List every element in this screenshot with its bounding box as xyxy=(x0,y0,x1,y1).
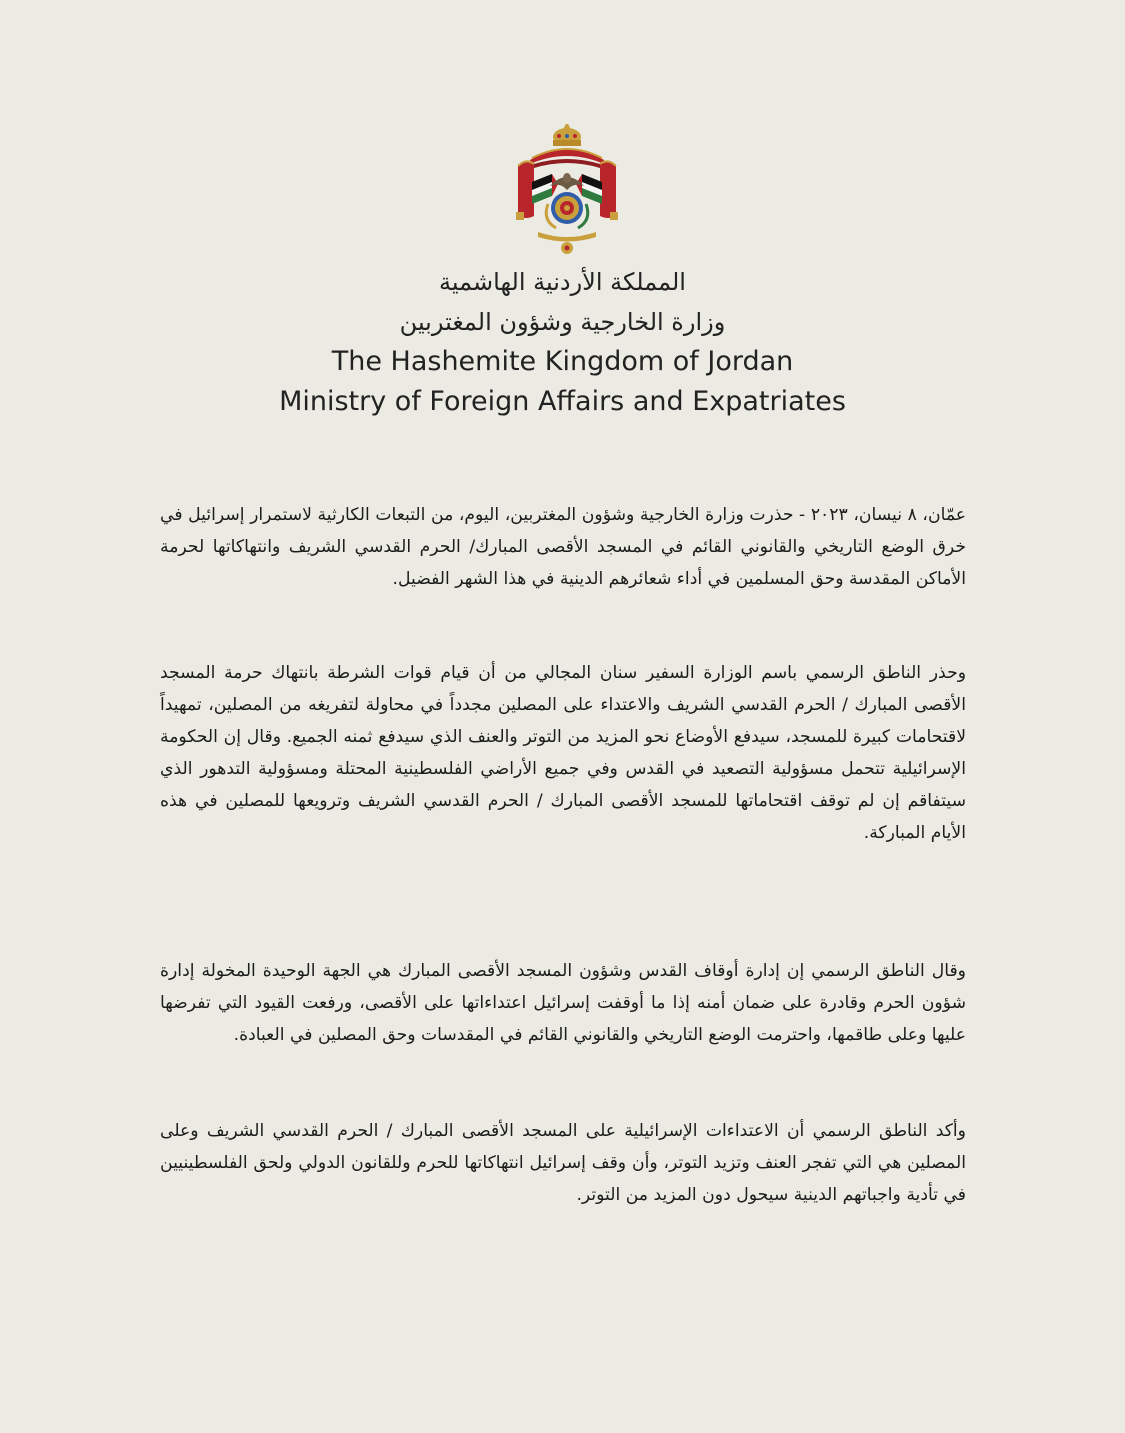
letterhead xyxy=(0,262,1125,422)
jordan-coat-of-arms-icon xyxy=(512,124,622,256)
english-ministry-name: Ministry of Foreign Affairs and Expatriates xyxy=(279,386,846,417)
statement-paragraph-2: وحذر الناطق الرسمي باسم الوزارة السفير سنان المجالي من أن قيام قوات الشرطة بانتهاك حرمة المسجد الأقصى المبارك / الحرم القدسي الشريف والاعتداء على المصلين مجدداً في محاولة لتفريغه من المصلين، تمهيداً لاقتحامات كبيرة للمسجد، سيدفع الأوضاع نحو المزيد من التوتر والعنف الذي سيدفع ثمنه الجميع. وقال إن الحكومة الإسرائيلية تتحمل مسؤولية التصعيد في القدس وفي جميع الأراضي الفلسطينية المحتلة ومسؤولية التدهور الذي سيتفاقم إن لم توقف اقتحاماتها للمسجد الأقصى المبارك / الحرم القدسي الشريف وترويعها للمصلين في هذه الأيام المباركة. xyxy=(160,663,966,843)
arabic-ministry-name: وزارة الخارجية وشؤون المغتربين xyxy=(399,308,726,336)
statement-paragraph-1: عمّان، ٨ نيسان، ٢٠٢٣ - حذرت وزارة الخارجية وشؤون المغتربين، اليوم، من التبعات الكارثية لاستمرار إسرائيل في خرق الوضع التاريخي والقانوني القائم في المسجد الأقصى المبارك/ الحرم القدسي الشريف وانتهاكاتها لحرمة الأماكن المقدسة وحق المسلمين في أداء شعائرهم الدينية في هذا الشهر الفضيل. xyxy=(160,505,967,589)
statement-paragraph-3: وقال الناطق الرسمي إن إدارة أوقاف القدس وشؤون المسجد الأقصى المبارك هي الجهة الوحيدة المخولة إدارة شؤون الحرم وقادرة على ضمان أمنه إذا ما أوقفت إسرائيل اعتداءاتها على الأقصى، ورفعت القيود التي تفرضها عليها وعلى طاقمها، واحترمت الوضع التاريخي والقانوني القائم في المقدسات وحق المصلين في العبادة. xyxy=(160,961,966,1045)
crown-icon xyxy=(553,124,581,146)
statement-paragraph-4: وأكد الناطق الرسمي أن الاعتداءات الإسرائيلية على المسجد الأقصى المبارك / الحرم القدسي الشريف وعلى المصلين هي التي تفجر العنف وتزيد التوتر، وأن وقف إسرائيل انتهاكاتها للحرم وللقانون الدولي ولحق الفلسطينيين في تأدية واجباتهم الدينية سيحول دون المزيد من التوتر. xyxy=(160,1121,966,1205)
arabic-kingdom-name: المملكة الأردنية الهاشمية xyxy=(439,268,686,296)
english-kingdom-name: The Hashemite Kingdom of Jordan xyxy=(331,346,794,377)
